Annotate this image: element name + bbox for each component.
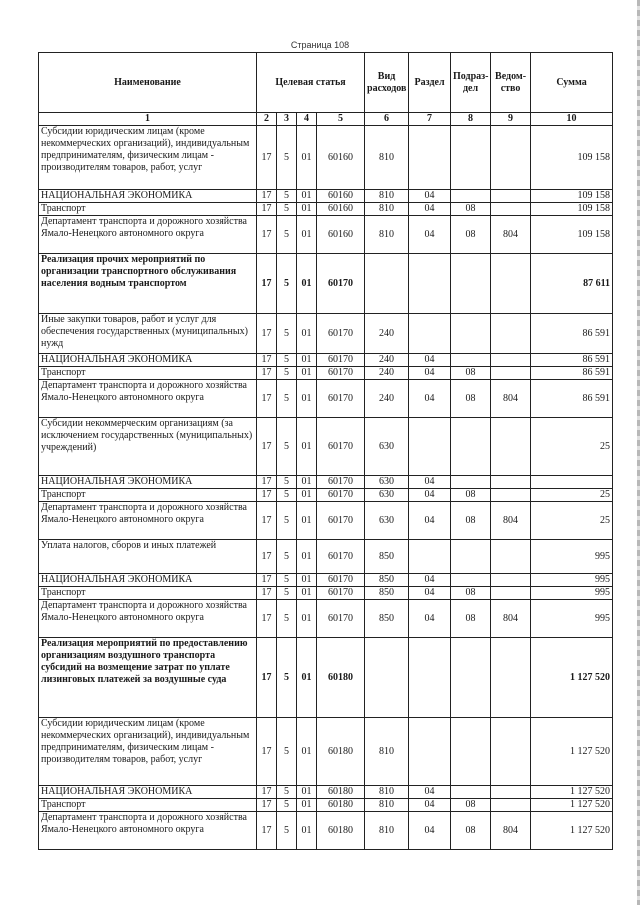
cell-target-3: 01	[297, 476, 317, 489]
cell-podrazdel: 08	[451, 600, 491, 638]
header-podrazdel: Подраз-дел	[451, 53, 491, 113]
cell-razdel: 04	[409, 367, 451, 380]
cell-target-4: 60160	[317, 203, 365, 216]
cell-target-4: 60170	[317, 502, 365, 540]
cell-target-3: 01	[297, 354, 317, 367]
cell-target-1: 17	[257, 587, 277, 600]
cell-vedomstvo	[491, 354, 531, 367]
cell-target-2: 5	[277, 216, 297, 254]
cell-vid: 240	[365, 367, 409, 380]
cell-target-1: 17	[257, 367, 277, 380]
cell-vid	[365, 254, 409, 314]
cell-vedomstvo	[491, 314, 531, 354]
column-number-row	[39, 113, 613, 126]
cell-target-2: 5	[277, 587, 297, 600]
cell-podrazdel	[451, 574, 491, 587]
column-number: 4	[297, 113, 317, 126]
cell-razdel	[409, 254, 451, 314]
cell-target-1: 17	[257, 203, 277, 216]
table-body	[39, 126, 613, 850]
cell-summa	[531, 476, 613, 489]
table-row	[39, 540, 613, 574]
table-row	[39, 799, 613, 812]
cell-target-2: 5	[277, 476, 297, 489]
cell-target-3: 01	[297, 600, 317, 638]
cell-target-4: 60180	[317, 812, 365, 850]
cell-razdel	[409, 718, 451, 786]
cell-vedomstvo	[491, 489, 531, 502]
page-label: Страница 108	[290, 40, 350, 50]
cell-vedomstvo	[491, 126, 531, 190]
cell-target-2: 5	[277, 418, 297, 476]
cell-target-3: 01	[297, 367, 317, 380]
cell-razdel: 04	[409, 354, 451, 367]
column-number: 8	[451, 113, 491, 126]
cell-razdel: 04	[409, 203, 451, 216]
header-vid: Вид расходов	[365, 53, 409, 113]
cell-target-4: 60170	[317, 418, 365, 476]
cell-target-3: 01	[297, 489, 317, 502]
cell-target-4: 60170	[317, 254, 365, 314]
cell-podrazdel	[451, 476, 491, 489]
column-number: 10	[531, 113, 613, 126]
cell-name: Транспорт	[39, 799, 257, 812]
budget-table-container	[38, 52, 612, 850]
cell-podrazdel	[451, 540, 491, 574]
cell-target-2: 5	[277, 718, 297, 786]
cell-name: НАЦИОНАЛЬНАЯ ЭКОНОМИКА	[39, 190, 257, 203]
cell-vid: 810	[365, 126, 409, 190]
cell-razdel: 04	[409, 216, 451, 254]
cell-target-3: 01	[297, 203, 317, 216]
table-row	[39, 812, 613, 850]
cell-razdel: 04	[409, 786, 451, 799]
cell-name: Транспорт	[39, 587, 257, 600]
cell-summa: 25	[531, 418, 613, 476]
cell-podrazdel: 08	[451, 489, 491, 502]
cell-target-4: 60170	[317, 600, 365, 638]
cell-target-1: 17	[257, 476, 277, 489]
cell-name: Департамент транспорта и дорожного хозяйства Ямало-Ненецкого автономного округа	[39, 812, 257, 850]
cell-target-1: 17	[257, 718, 277, 786]
cell-podrazdel	[451, 126, 491, 190]
cell-name: Транспорт	[39, 203, 257, 216]
cell-target-1: 17	[257, 418, 277, 476]
cell-podrazdel	[451, 418, 491, 476]
cell-target-4: 60180	[317, 786, 365, 799]
cell-vedomstvo	[491, 203, 531, 216]
cell-vid: 240	[365, 354, 409, 367]
cell-target-1: 17	[257, 574, 277, 587]
cell-razdel	[409, 314, 451, 354]
cell-target-3: 01	[297, 126, 317, 190]
cell-target-1: 17	[257, 254, 277, 314]
cell-summa: 109 158	[531, 216, 613, 254]
cell-name: Департамент транспорта и дорожного хозяйства Ямало-Ненецкого автономного округа	[39, 216, 257, 254]
table-row	[39, 354, 613, 367]
cell-target-3: 01	[297, 812, 317, 850]
column-number: 3	[277, 113, 297, 126]
cell-target-1: 17	[257, 638, 277, 718]
cell-summa: 995	[531, 540, 613, 574]
cell-vid: 810	[365, 799, 409, 812]
cell-target-3: 01	[297, 380, 317, 418]
table-row	[39, 380, 613, 418]
cell-target-2: 5	[277, 502, 297, 540]
cell-podrazdel	[451, 354, 491, 367]
cell-razdel: 04	[409, 489, 451, 502]
column-number: 5	[317, 113, 365, 126]
cell-target-3: 01	[297, 216, 317, 254]
cell-target-2: 5	[277, 190, 297, 203]
table-row	[39, 216, 613, 254]
cell-podrazdel: 08	[451, 812, 491, 850]
cell-target-1: 17	[257, 190, 277, 203]
cell-target-4: 60170	[317, 476, 365, 489]
cell-podrazdel: 08	[451, 216, 491, 254]
cell-vid: 810	[365, 718, 409, 786]
cell-target-2: 5	[277, 600, 297, 638]
table-row	[39, 314, 613, 354]
cell-vid: 810	[365, 203, 409, 216]
cell-razdel: 04	[409, 502, 451, 540]
cell-target-1: 17	[257, 812, 277, 850]
cell-name: Иные закупки товаров, работ и услуг для обеспечения государственных (муниципальных) нужд	[39, 314, 257, 354]
cell-razdel: 04	[409, 380, 451, 418]
header-razdel: Раздел	[409, 53, 451, 113]
cell-name: Транспорт	[39, 489, 257, 502]
cell-podrazdel	[451, 314, 491, 354]
header-vedomstvo: Ведом-ство	[491, 53, 531, 113]
cell-vedomstvo	[491, 587, 531, 600]
table-row	[39, 786, 613, 799]
cell-razdel: 04	[409, 812, 451, 850]
cell-target-2: 5	[277, 367, 297, 380]
cell-podrazdel: 08	[451, 587, 491, 600]
cell-target-4: 60170	[317, 489, 365, 502]
cell-vid: 810	[365, 216, 409, 254]
cell-summa: 1 127 520	[531, 799, 613, 812]
cell-vid: 240	[365, 314, 409, 354]
cell-target-1: 17	[257, 380, 277, 418]
cell-target-1: 17	[257, 502, 277, 540]
cell-target-4: 60170	[317, 540, 365, 574]
cell-summa: 86 591	[531, 314, 613, 354]
cell-target-3: 01	[297, 574, 317, 587]
cell-vedomstvo	[491, 540, 531, 574]
cell-podrazdel: 08	[451, 367, 491, 380]
column-number: 2	[257, 113, 277, 126]
cell-podrazdel	[451, 254, 491, 314]
cell-razdel	[409, 540, 451, 574]
cell-vid: 850	[365, 540, 409, 574]
cell-vid: 630	[365, 418, 409, 476]
cell-target-1: 17	[257, 354, 277, 367]
cell-vedomstvo	[491, 190, 531, 203]
cell-target-4: 60170	[317, 380, 365, 418]
cell-target-4: 60170	[317, 587, 365, 600]
cell-vedomstvo	[491, 476, 531, 489]
cell-vid	[365, 638, 409, 718]
cell-target-3: 01	[297, 540, 317, 574]
cell-razdel: 04	[409, 600, 451, 638]
cell-target-2: 5	[277, 254, 297, 314]
cell-podrazdel: 08	[451, 380, 491, 418]
cell-summa: 1 127 520	[531, 786, 613, 799]
cell-summa: 995	[531, 574, 613, 587]
cell-vid: 810	[365, 786, 409, 799]
cell-target-1: 17	[257, 314, 277, 354]
cell-razdel	[409, 418, 451, 476]
cell-name: НАЦИОНАЛЬНАЯ ЭКОНОМИКА	[39, 354, 257, 367]
cell-podrazdel: 08	[451, 799, 491, 812]
cell-vedomstvo: 804	[491, 600, 531, 638]
cell-name: НАЦИОНАЛЬНАЯ ЭКОНОМИКА	[39, 476, 257, 489]
cell-target-1: 17	[257, 540, 277, 574]
cell-podrazdel: 08	[451, 502, 491, 540]
cell-target-2: 5	[277, 203, 297, 216]
column-number: 1	[39, 113, 257, 126]
cell-summa: 1 127 520	[531, 812, 613, 850]
cell-vedomstvo	[491, 254, 531, 314]
cell-name: Департамент транспорта и дорожного хозяйства Ямало-Ненецкого автономного округа	[39, 600, 257, 638]
cell-target-3: 01	[297, 418, 317, 476]
table-row	[39, 638, 613, 718]
table-row	[39, 254, 613, 314]
cell-target-4: 60180	[317, 799, 365, 812]
table-row	[39, 574, 613, 587]
table-row	[39, 190, 613, 203]
cell-name: НАЦИОНАЛЬНАЯ ЭКОНОМИКА	[39, 574, 257, 587]
cell-target-2: 5	[277, 314, 297, 354]
cell-name: НАЦИОНАЛЬНАЯ ЭКОНОМИКА	[39, 786, 257, 799]
cell-podrazdel	[451, 786, 491, 799]
cell-name: Реализация мероприятий по предоставлению организациям воздушного транспорта субсидий на возмещение затрат по уплате лизинговых платежей за воздушные суда	[39, 638, 257, 718]
cell-summa: 87 611	[531, 254, 613, 314]
table-row	[39, 367, 613, 380]
cell-vid: 630	[365, 476, 409, 489]
cell-vid: 810	[365, 190, 409, 203]
cell-summa: 86 591	[531, 367, 613, 380]
cell-podrazdel	[451, 638, 491, 718]
table-row	[39, 718, 613, 786]
cell-target-2: 5	[277, 540, 297, 574]
cell-target-3: 01	[297, 786, 317, 799]
table-row	[39, 418, 613, 476]
cell-summa: 25	[531, 489, 613, 502]
cell-vedomstvo: 804	[491, 380, 531, 418]
table-row	[39, 203, 613, 216]
column-number: 7	[409, 113, 451, 126]
cell-target-2: 5	[277, 638, 297, 718]
cell-vedomstvo	[491, 786, 531, 799]
cell-target-3: 01	[297, 638, 317, 718]
header-name: Наименование	[39, 53, 257, 113]
cell-target-4: 60180	[317, 638, 365, 718]
cell-target-2: 5	[277, 380, 297, 418]
cell-podrazdel	[451, 718, 491, 786]
cell-vedomstvo	[491, 718, 531, 786]
cell-summa: 1 127 520	[531, 638, 613, 718]
cell-vid: 810	[365, 812, 409, 850]
cell-summa: 995	[531, 587, 613, 600]
cell-razdel: 04	[409, 476, 451, 489]
cell-razdel: 04	[409, 190, 451, 203]
cell-vedomstvo	[491, 574, 531, 587]
cell-target-1: 17	[257, 786, 277, 799]
cell-target-1: 17	[257, 489, 277, 502]
header-row	[39, 53, 613, 113]
table-row	[39, 502, 613, 540]
cell-target-3: 01	[297, 314, 317, 354]
table-row	[39, 587, 613, 600]
cell-vedomstvo	[491, 367, 531, 380]
cell-vid: 630	[365, 502, 409, 540]
cell-name: Субсидии некоммерческим организациям (за исключением государственных (муниципальных) учреждений)	[39, 418, 257, 476]
cell-target-2: 5	[277, 799, 297, 812]
column-number: 9	[491, 113, 531, 126]
header-summa: Сумма	[531, 53, 613, 113]
cell-target-4: 60160	[317, 216, 365, 254]
cell-target-1: 17	[257, 216, 277, 254]
cell-summa: 995	[531, 600, 613, 638]
cell-target-4: 60170	[317, 367, 365, 380]
cell-vid: 240	[365, 380, 409, 418]
cell-target-2: 5	[277, 786, 297, 799]
cell-target-2: 5	[277, 354, 297, 367]
cell-target-3: 01	[297, 587, 317, 600]
cell-name: Субсидии юридическим лицам (кроме некоммерческих организаций), индивидуальным предпринимателям, физическим лицам - производителям товаров, работ, услуг	[39, 126, 257, 190]
cell-target-4: 60160	[317, 190, 365, 203]
cell-vedomstvo	[491, 799, 531, 812]
cell-summa: 25	[531, 502, 613, 540]
table-row	[39, 489, 613, 502]
cell-summa: 109 158	[531, 126, 613, 190]
cell-razdel: 04	[409, 587, 451, 600]
cell-target-4: 60170	[317, 354, 365, 367]
cell-target-4: 60170	[317, 314, 365, 354]
cell-podrazdel	[451, 190, 491, 203]
cell-target-2: 5	[277, 489, 297, 502]
cell-target-4: 60170	[317, 574, 365, 587]
table-row	[39, 476, 613, 489]
cell-target-3: 01	[297, 254, 317, 314]
cell-target-1: 17	[257, 126, 277, 190]
cell-target-3: 01	[297, 799, 317, 812]
cell-razdel: 04	[409, 799, 451, 812]
cell-target-3: 01	[297, 718, 317, 786]
cell-summa: 86 591	[531, 380, 613, 418]
cell-vedomstvo	[491, 418, 531, 476]
budget-table	[38, 52, 613, 850]
cell-podrazdel: 08	[451, 203, 491, 216]
column-number: 6	[365, 113, 409, 126]
table-row	[39, 126, 613, 190]
cell-name: Субсидии юридическим лицам (кроме некоммерческих организаций), индивидуальным предпринимателям, физическим лицам - производителям товаров, работ, услуг	[39, 718, 257, 786]
cell-vid: 850	[365, 600, 409, 638]
cell-summa: 86 591	[531, 354, 613, 367]
cell-vedomstvo: 804	[491, 502, 531, 540]
cell-vid: 630	[365, 489, 409, 502]
cell-summa: 109 158	[531, 203, 613, 216]
table-row	[39, 600, 613, 638]
cell-name: Уплата налогов, сборов и иных платежей	[39, 540, 257, 574]
cell-razdel	[409, 638, 451, 718]
cell-target-4: 60160	[317, 126, 365, 190]
cell-name: Департамент транспорта и дорожного хозяйства Ямало-Ненецкого автономного округа	[39, 502, 257, 540]
cell-vedomstvo	[491, 638, 531, 718]
header-target: Целевая статья	[257, 53, 365, 113]
cell-target-3: 01	[297, 190, 317, 203]
cell-razdel: 04	[409, 574, 451, 587]
cell-target-1: 17	[257, 799, 277, 812]
cell-target-1: 17	[257, 600, 277, 638]
cell-target-2: 5	[277, 126, 297, 190]
cell-target-2: 5	[277, 574, 297, 587]
cell-name: Реализация прочих мероприятий по организации транспортного обслуживания населения водным транспортом	[39, 254, 257, 314]
cell-vid: 850	[365, 574, 409, 587]
cell-vedomstvo: 804	[491, 216, 531, 254]
cell-razdel	[409, 126, 451, 190]
cell-target-2: 5	[277, 812, 297, 850]
cell-vedomstvo: 804	[491, 812, 531, 850]
cell-summa: 1 127 520	[531, 718, 613, 786]
cell-name: Департамент транспорта и дорожного хозяйства Ямало-Ненецкого автономного округа	[39, 380, 257, 418]
cell-vid: 850	[365, 587, 409, 600]
cell-summa: 109 158	[531, 190, 613, 203]
cell-name: Транспорт	[39, 367, 257, 380]
cell-target-4: 60180	[317, 718, 365, 786]
cell-target-3: 01	[297, 502, 317, 540]
